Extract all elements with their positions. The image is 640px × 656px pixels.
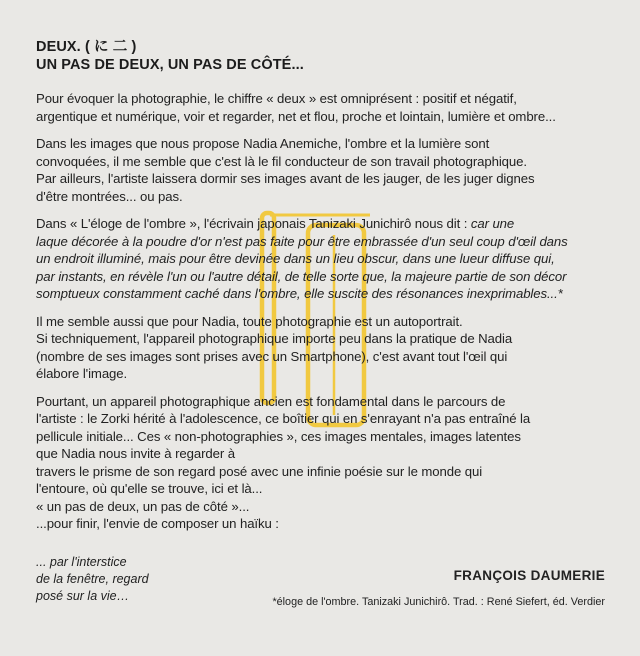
author-name: FRANÇOIS DAUMERIE bbox=[453, 568, 605, 583]
text-line: pellicule initiale... Ces « non-photographies », ces images mentales, images latentes bbox=[36, 428, 521, 444]
text-line: (nombre de ses images sont prises avec un Smartphone), c'est avant tout l'œil qui bbox=[36, 348, 508, 364]
chapter-subtitle: UN PAS DE DEUX, UN PAS DE CÔTÉ... bbox=[36, 57, 304, 73]
text-line: Pourtant, un appareil photographique ancien est fondamental dans le parcours de bbox=[36, 393, 506, 409]
text-line: l'entoure, où qu'elle se trouve, ici et là... bbox=[36, 481, 263, 496]
quote-start: car une bbox=[470, 216, 515, 231]
text-line: Il me semble aussi que pour Nadia, toute photographie est un autoportrait. bbox=[36, 313, 463, 329]
text-line: Pour évoquer la photographie, le chiffre « deux » est omniprésent : positif et négatif, bbox=[36, 91, 517, 106]
paragraph-3 bbox=[36, 215, 611, 303]
text-line: élabore l'image. bbox=[36, 366, 128, 381]
text-line: d'être montrées... ou pas. bbox=[36, 188, 183, 204]
text-line: l'artiste : le Zorki hérité à l'adolescence, ce boîtier qui en s'enrayant n'a pas entraîné la bbox=[36, 411, 531, 426]
haiku-line: posé sur la vie… bbox=[36, 589, 130, 603]
text-line: travers le prisme de son regard posé avec une infinie poésie sur le monde qui bbox=[36, 463, 483, 479]
text-line: convoquées, il me semble que c'est là le fil conducteur de son travail photographique. bbox=[36, 153, 527, 169]
text-line: « un pas de deux, un pas de côté »... bbox=[36, 498, 250, 514]
text-line: Dans les images que nous propose Nadia Anemiche, l'ombre et la lumière sont bbox=[36, 136, 490, 151]
haiku-line: ... par l'interstice bbox=[36, 555, 127, 569]
text-line: argentique et numérique, voir et regarder, net et flou, proche et lointain, lumière et ombre... bbox=[36, 108, 556, 124]
quote-line: par instants, en révèle l'un ou l'autre détail, de telle sorte que, la majeure partie de son décor bbox=[36, 268, 567, 284]
text-line: ...pour finir, l'envie de composer un haïku : bbox=[36, 516, 279, 531]
paragraph-2 bbox=[36, 135, 611, 205]
haiku-line: de la fenêtre, regard bbox=[36, 572, 149, 586]
quote-line: somptueux constamment caché dans l'ombre, elle suscite des résonances inexprimables...* bbox=[36, 286, 563, 301]
article bbox=[36, 38, 611, 543]
paragraph-5 bbox=[36, 393, 611, 533]
text-line: Si techniquement, l'appareil photographique importe peu dans la pratique de Nadia bbox=[36, 331, 513, 346]
chapter-title: DEUX. ( に 二 ) bbox=[36, 39, 137, 55]
footer bbox=[36, 554, 611, 614]
text-line: que Nadia nous invite à regarder à bbox=[36, 446, 235, 461]
paragraph-4 bbox=[36, 313, 611, 383]
paragraph-1 bbox=[36, 90, 611, 125]
text-line bbox=[36, 215, 611, 233]
quote-intro: Dans « L'éloge de l'ombre », l'écrivain japonais Tanizaki Junichirô nous dit : bbox=[36, 216, 471, 231]
quote-line: un endroit illuminé, mais pour être devinée dans un lieu obscur, dans une lueur diffuse qui, bbox=[36, 251, 555, 266]
quote-line: laque décorée à la poudre d'or n'est pas faite pour être embrassée d'un seul coup d'œil dans bbox=[36, 233, 568, 249]
footnote: *éloge de l'ombre. Tanizaki Junichirô. Trad. : René Siefert, éd. Verdier bbox=[272, 596, 605, 608]
haiku bbox=[36, 554, 149, 605]
text-line: Par ailleurs, l'artiste laissera dormir ses images avant de les jauger, de les juger dignes bbox=[36, 171, 535, 186]
